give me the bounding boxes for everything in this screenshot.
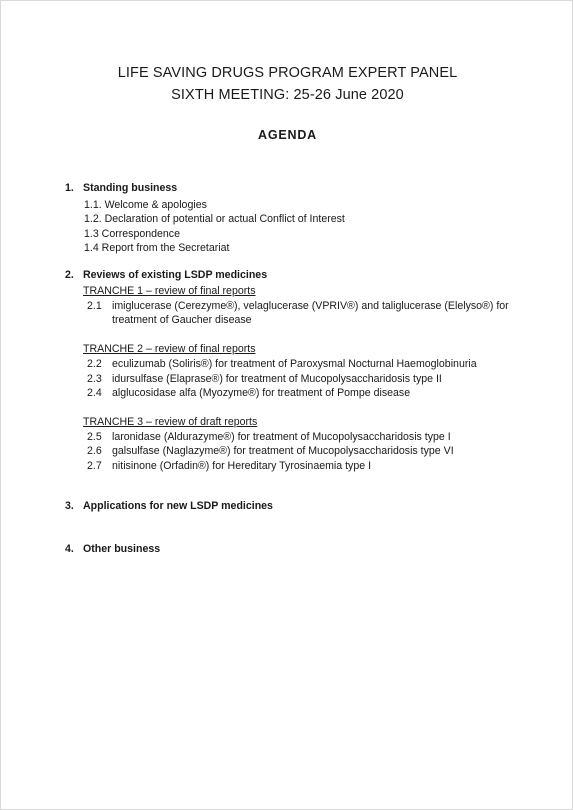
- document-title-line-2: SIXTH MEETING: 25-26 June 2020: [171, 87, 404, 103]
- section-4-number: 4.: [65, 543, 74, 555]
- agenda-item-2-7: nitisinone (Orfadin®) for Hereditary Tyrosinaemia type I: [112, 460, 372, 472]
- agenda-item-2-4: alglucosidase alfa (Myozyme®) for treatment of Pompe disease: [112, 387, 411, 399]
- agenda-item-1-1: 1.1. Welcome & apologies: [84, 199, 207, 211]
- agenda-item-2-1-number: 2.1: [87, 300, 102, 312]
- agenda-item-2-3: idursulfase (Elaprase®) for treatment of Mucopolysaccharidosis type II: [112, 373, 442, 385]
- agenda-item-2-5-number: 2.5: [87, 431, 102, 443]
- agenda-item-2-5: laronidase (Aldurazyme®) for treatment of Mucopolysaccharidosis type I: [112, 431, 451, 443]
- tranche-1-heading: TRANCHE 1 – review of final reports: [83, 285, 256, 297]
- agenda-item-2-7-number: 2.7: [87, 460, 102, 472]
- section-3-title: Applications for new LSDP medicines: [83, 500, 273, 512]
- agenda-item-2-3-number: 2.3: [87, 373, 102, 385]
- agenda-item-2-4-number: 2.4: [87, 387, 102, 399]
- agenda-heading: AGENDA: [258, 128, 317, 142]
- agenda-item-1-3: 1.3 Correspondence: [84, 228, 180, 240]
- section-3-number: 3.: [65, 500, 74, 512]
- agenda-item-2-2-number: 2.2: [87, 358, 102, 370]
- agenda-item-2-6-number: 2.6: [87, 445, 102, 457]
- section-1-title: Standing business: [83, 182, 178, 194]
- agenda-item-2-1-line-2: treatment of Gaucher disease: [112, 314, 252, 326]
- section-4-title: Other business: [83, 543, 161, 555]
- tranche-3-heading: TRANCHE 3 – review of draft reports: [83, 416, 258, 428]
- agenda-item-2-1-line-1: imiglucerase (Cerezyme®), velaglucerase (VPRIV®) and taliglucerase (Elelyso®) for: [112, 300, 509, 312]
- document-title-line-1: LIFE SAVING DRUGS PROGRAM EXPERT PANEL: [117, 65, 458, 81]
- agenda-item-1-4: 1.4 Report from the Secretariat: [84, 242, 230, 254]
- section-2-number: 2.: [65, 269, 74, 281]
- section-2-title: Reviews of existing LSDP medicines: [83, 269, 268, 281]
- agenda-item-2-2: eculizumab (Soliris®) for treatment of Paroxysmal Nocturnal Haemoglobinuria: [112, 358, 477, 370]
- tranche-2-heading: TRANCHE 2 – review of final reports: [83, 343, 256, 355]
- agenda-item-1-2: 1.2. Declaration of potential or actual Conflict of Interest: [84, 213, 345, 225]
- agenda-item-2-6: galsulfase (Naglazyme®) for treatment of Mucopolysaccharidosis type VI: [112, 445, 454, 457]
- section-1-number: 1.: [65, 182, 74, 194]
